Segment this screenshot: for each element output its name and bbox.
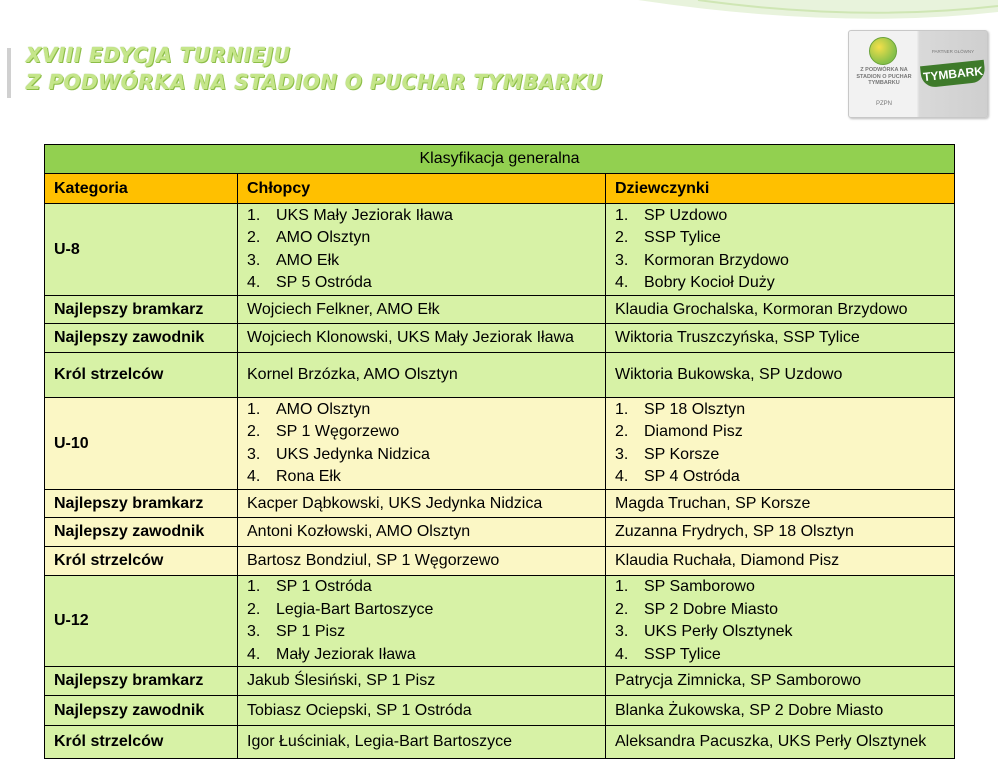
award-row [45,353,955,398]
award-label: Najlepszy zawodnik [45,324,238,353]
girls-award: Zuzanna Frydrych, SP 18 Olsztyn [606,518,955,547]
team-name: Bobry Kocioł Duży [644,274,775,291]
award-row [45,667,955,696]
boys-ranking [238,398,606,490]
award-row [45,324,955,353]
rank-number: 1. [615,206,629,224]
boys-award: Igor Łuściniak, Legia-Bart Bartoszyce [238,726,606,759]
ranking-item [247,576,596,599]
category-row [45,204,955,296]
rank-number: 4. [247,274,261,291]
boys-award: Kornel Brzózka, AMO Olsztyn [238,353,606,398]
category-label: U-8 [45,204,238,296]
girls-ranking [606,576,955,667]
rank-number: 1. [247,206,261,224]
girls-award: Wiktoria Truszczyńska, SSP Tylice [606,324,955,353]
ranking-item [247,272,596,295]
girls-award: Aleksandra Pacuszka, UKS Perły Olsztynek [606,726,955,759]
page-title [26,42,603,96]
ranking-item [247,421,596,444]
rank-number: 3. [615,623,629,640]
ranking-item [615,250,945,273]
ranking-item [615,399,945,422]
team-name: SSP Tylice [644,229,721,246]
ranking-item [247,205,596,228]
rank-number: 2. [247,423,261,440]
header-boys: Chłopcy [238,174,606,204]
header-girls: Dziewczynki [606,174,955,204]
team-name: Mały Jeziorak Iława [276,645,416,663]
team-name: SSP Tylice [644,645,721,663]
ranking-item [247,599,596,622]
accent-bar [7,48,11,98]
award-row [45,696,955,726]
team-name: SP Samborowo [644,578,755,595]
team-name: SP 1 Ostróda [276,578,372,595]
girls-award: Blanka Żukowska, SP 2 Dobre Miasto [606,696,955,726]
boys-award: Kacper Dąbkowski, UKS Jedynka Nidzica [238,490,606,518]
title-line-2: Z PODWÓRKA NA STADION O PUCHAR TYMBARKU [26,70,603,94]
rank-number: 4. [247,645,261,663]
rank-number: 3. [615,445,629,463]
rank-number: 1. [615,400,629,418]
rank-number: 4. [615,645,629,663]
ranking-item [615,599,945,622]
ranking-item [247,399,596,422]
team-name: AMO Olsztyn [276,229,371,246]
award-label: Król strzelców [45,726,238,759]
category-row [45,398,955,490]
ranking-item [247,621,596,644]
classification-table [44,144,955,759]
girls-ranking [606,398,955,490]
ranking-item [615,421,945,444]
ranking-item [247,250,596,273]
boys-ranking [238,576,606,667]
team-name: Legia-Bart Bartoszyce [276,600,434,618]
logo-text: Z PODWÓRKA NA STADION O PUCHAR TYMBARKU [856,67,912,86]
team-name: UKS Perły Olsztynek [644,623,793,640]
team-name: UKS Mały Jeziorak Iława [276,206,453,224]
team-name: SP 4 Ostróda [644,468,740,485]
award-row [45,518,955,547]
girls-award: Magda Truchan, SP Korsze [606,490,955,518]
boys-award: Bartosz Bondziul, SP 1 Węgorzewo [238,547,606,576]
rank-number: 4. [615,274,629,291]
ranking-item [615,227,945,250]
ranking-item [615,444,945,467]
award-label: Król strzelców [45,547,238,576]
award-row [45,490,955,518]
category-label: U-12 [45,576,238,667]
girls-award: Klaudia Ruchała, Diamond Pisz [606,547,955,576]
rank-number: 2. [615,229,629,246]
boys-ranking [238,204,606,296]
partner-label: PARTNER GŁÓWNY [931,49,975,54]
rank-number: 2. [247,600,261,618]
ranking-item [247,227,596,250]
ranking-item [247,444,596,467]
rank-number: 2. [247,229,261,246]
award-label: Król strzelców [45,353,238,398]
rank-number: 3. [247,445,261,463]
team-name: AMO Ełk [276,251,340,269]
award-row [45,547,955,576]
ranking-item [247,466,596,489]
rank-number: 3. [615,251,629,269]
ranking-item [247,644,596,667]
ranking-item [615,576,945,599]
ranking-item [615,205,945,228]
girls-award: Klaudia Grochalska, Kormoran Brzydowo [606,296,955,324]
boys-award: Tobiasz Ociepski, SP 1 Ostróda [238,696,606,726]
team-name: SP 2 Dobre Miasto [644,600,778,618]
team-name: SP 1 Węgorzewo [276,423,400,440]
award-row [45,726,955,759]
rank-number: 1. [247,578,261,595]
tournament-logo [848,30,988,118]
ranking-item [615,272,945,295]
ranking-item [615,621,945,644]
rank-number: 4. [615,468,629,485]
award-label: Najlepszy zawodnik [45,518,238,547]
award-label: Najlepszy bramkarz [45,667,238,696]
tymbark-logo: TYMBARK [920,60,986,89]
rank-number: 1. [247,400,261,418]
boys-award: Antoni Kozłowski, AMO Olsztyn [238,518,606,547]
boys-award: Wojciech Klonowski, UKS Mały Jeziorak Iława [238,324,606,353]
team-name: Kormoran Brzydowo [644,251,789,269]
girls-ranking [606,204,955,296]
award-row [45,296,955,324]
girls-award: Patrycja Zimnicka, SP Samborowo [606,667,955,696]
category-row [45,576,955,667]
rank-number: 3. [247,251,261,269]
team-name: SP Uzdowo [644,206,728,224]
boys-award: Wojciech Felkner, AMO Ełk [238,296,606,324]
rank-number: 3. [247,623,261,640]
ranking-item [615,644,945,667]
header-category: Kategoria [45,174,238,204]
team-name: Rona Ełk [276,468,341,485]
team-name: UKS Jedynka Nidzica [276,445,430,463]
team-name: Diamond Pisz [644,423,743,440]
boys-award: Jakub Ślesiński, SP 1 Pisz [238,667,606,696]
team-name: SP 5 Ostróda [276,274,372,291]
team-name: SP Korsze [644,445,720,463]
pzpn-label: PZPN [875,101,892,107]
rank-number: 2. [615,600,629,618]
team-name: SP 1 Pisz [276,623,346,640]
title-line-1: XVIII EDYCJA TURNIEJU [26,43,291,67]
category-label: U-10 [45,398,238,490]
girls-award: Wiktoria Bukowska, SP Uzdowo [606,353,955,398]
table-title: Klasyfikacja generalna [45,145,955,174]
award-label: Najlepszy bramkarz [45,490,238,518]
rank-number: 2. [615,423,629,440]
ranking-item [615,466,945,489]
team-name: AMO Olsztyn [276,400,371,418]
team-name: SP 18 Olsztyn [644,400,746,418]
award-label: Najlepszy zawodnik [45,696,238,726]
rank-number: 1. [615,578,629,595]
rank-number: 4. [247,468,261,485]
ball-icon [869,37,897,65]
award-label: Najlepszy bramkarz [45,296,238,324]
